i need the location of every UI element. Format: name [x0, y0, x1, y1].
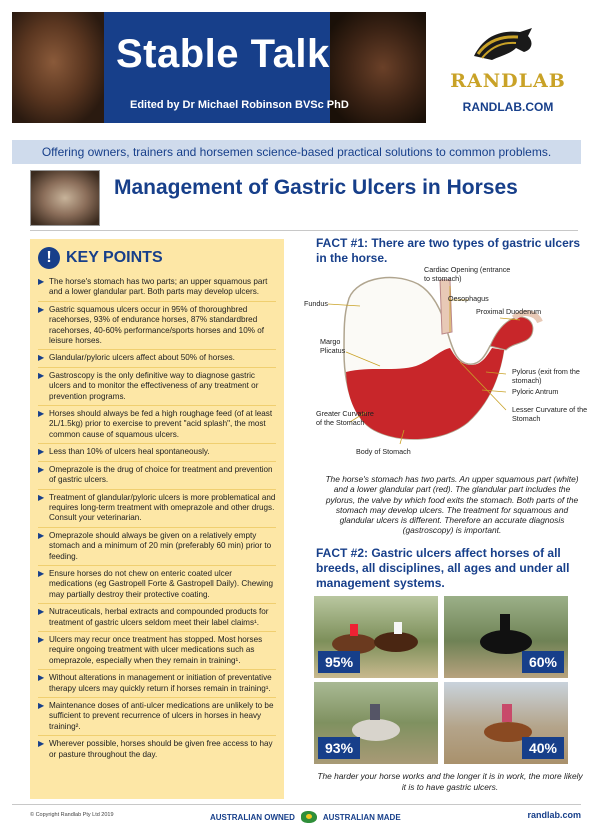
racing-photo: [314, 596, 438, 678]
bullet-arrow-icon: ▶: [38, 464, 45, 474]
key-point-item: [38, 607, 276, 632]
bullet-arrow-icon: ▶: [38, 673, 45, 683]
key-point-text: Gastric squamous ulcers occur in 95% of thoroughbred racehorses, 93% of endurance horses, 87% standardbred racehorses, 40-60% performance/sports horses and 10% of leisure horses.: [49, 304, 264, 346]
australia-map-icon: [301, 811, 317, 823]
label-body-of-stomach: Body of Stomach: [356, 447, 411, 456]
key-point-item: [38, 673, 276, 698]
fact1-heading: FACT #1: There are two types of gastric ulcers in the horse.: [316, 236, 581, 265]
bullet-arrow-icon: ▶: [38, 304, 45, 314]
label-proximal-duodenum: Proximal Duodenum: [476, 307, 542, 316]
label-cardiac-opening: Cardiac Opening (entrance to stomach): [424, 265, 511, 283]
bullet-arrow-icon: ▶: [38, 530, 45, 540]
key-point-item: [38, 447, 276, 461]
key-point-item: [38, 465, 276, 490]
horse-photo-left: [12, 12, 104, 123]
key-points-heading: KEY POINTS: [66, 249, 163, 266]
brand-name: RANDLAB: [450, 70, 566, 92]
bullet-arrow-icon: ▶: [38, 353, 45, 363]
key-point-text: Ensure horses do not chew on enteric coated ulcer medications (eg Gastropell Forte & Gastropell Daily). Chewing may partially destroy their protective coating.: [49, 568, 273, 599]
key-point-item: [38, 635, 276, 670]
dressage-photo: [444, 596, 568, 678]
key-points-list: [38, 277, 276, 763]
barrel-racing-photo: [444, 682, 568, 764]
key-point-text: Ulcers may recur once treatment has stopped. Most horses require ongoing treatment with ulcer medications such as omeprazole, especially when they remain in training¹.: [49, 634, 263, 665]
percent-badge: 60%: [522, 651, 564, 673]
key-point-item: [38, 493, 276, 528]
key-point-item: [38, 305, 276, 351]
label-margo-plicatus: Margo Plicatus: [320, 337, 346, 355]
percent-badge: 95%: [318, 651, 360, 673]
key-point-text: Maintenance doses of anti-ulcer medications are unlikely to be sufficient to prevent recurrence of ulcers in horses in heavy training².: [49, 701, 274, 731]
key-point-text: Horses should always be fed a high roughage feed (of at least 2L/1.5kg) prior to exercise to prevent "acid splash", the most common cause of squamous ulcers.: [49, 409, 273, 439]
bullet-arrow-icon: ▶: [38, 409, 45, 419]
fact2-heading: FACT #2: Gastric ulcers affect horses of all breeds, all disciplines, all ages and under all management systems.: [316, 546, 570, 590]
key-point-text: Without alterations in management or initiation of preventative therapy ulcers may quickly return if horses remain in training¹.: [49, 673, 272, 693]
footer-divider: [12, 804, 581, 805]
exclamation-icon: !: [38, 247, 60, 269]
key-point-text: Gastroscopy is the only definitive way to diagnose gastric ulcers and to monitor the effectiveness of any treatment or prevention programs.: [49, 370, 259, 401]
key-point-text: Treatment of glandular/pyloric ulcers is more problematical and requires long-term treatment with omeprazole and other drugs. Consult your veterinarian.: [49, 492, 276, 523]
masthead-subtitle: Edited by Dr Michael Robinson BVSc PhD: [130, 99, 349, 111]
article-title: Management of Gastric Ulcers in Horses: [114, 176, 518, 199]
bullet-arrow-icon: ▶: [38, 568, 45, 578]
stomach-diagram: [300, 262, 588, 467]
copyright: © Copyright Randlab Pty Ltd 2019: [30, 812, 114, 818]
label-lesser-curvature: Lesser Curvature of the Stomach: [512, 405, 588, 423]
key-point-item: [38, 277, 276, 302]
fact2-caption: The harder your horse works and the longer it is in work, the more likely it is to have gastric ulcers.: [317, 771, 583, 792]
australian-badge: [210, 811, 401, 823]
bullet-arrow-icon: ▶: [38, 607, 45, 617]
bullet-arrow-icon: ▶: [38, 739, 45, 749]
header: [0, 0, 593, 138]
endurance-photo: [314, 682, 438, 764]
key-points-panel: [30, 239, 284, 799]
percent-badge: 93%: [318, 737, 360, 759]
bullet-arrow-icon: ▶: [38, 447, 45, 457]
key-point-text: The horse's stomach has two parts; an upper squamous part and a lower glandular part. Both parts may develop ulcers.: [49, 277, 268, 297]
key-point-item: [38, 409, 276, 444]
key-point-text: Omeprazole should always be given on a relatively empty stomach and a minimum of 20 min (preferably 60 min) prior to feeding.: [49, 530, 272, 561]
key-point-item: [38, 569, 276, 604]
label-oesophagus: Oesophagus: [448, 294, 489, 303]
bullet-arrow-icon: ▶: [38, 701, 45, 710]
divider: [30, 230, 578, 231]
key-point-item: [38, 531, 276, 566]
stomach-illustration: [300, 262, 588, 467]
label-greater-curvature: Greater Curvature of the Stomach: [316, 409, 374, 427]
label-fundus: Fundus: [304, 299, 328, 308]
key-point-item: [38, 739, 276, 763]
key-point-item: [38, 353, 276, 367]
masthead-title: Stable Talk: [116, 32, 330, 76]
key-point-item: [38, 371, 276, 406]
key-point-text: Wherever possible, horses should be given free access to hay or pasture throughout the day.: [49, 739, 273, 759]
australian-owned: AUSTRALIAN OWNED: [210, 812, 295, 822]
key-point-text: Less than 10% of ulcers heal spontaneously.: [49, 447, 210, 457]
gastroscopy-image: [30, 170, 100, 226]
bullet-arrow-icon: ▶: [38, 492, 45, 502]
key-point-text: Glandular/pyloric ulcers affect about 50% of horses.: [49, 353, 235, 363]
masthead-banner: [12, 12, 426, 123]
key-point-item: [38, 701, 276, 736]
australian-made: AUSTRALIAN MADE: [322, 812, 401, 822]
footer-url[interactable]: randlab.com: [527, 810, 581, 820]
bullet-arrow-icon: ▶: [38, 370, 45, 380]
key-point-text: Omeprazole is the drug of choice for treatment and prevention of gastric ulcers.: [49, 464, 273, 485]
bullet-arrow-icon: ▶: [38, 634, 45, 644]
randlab-logo[interactable]: [434, 20, 582, 116]
label-pyloric-antrum: Pyloric Antrum: [512, 387, 559, 396]
bullet-arrow-icon: ▶: [38, 277, 45, 286]
tagline: Offering owners, trainers and horsemen science-based practical solutions to common problems.: [12, 140, 581, 164]
percent-badge: 40%: [522, 737, 564, 759]
key-point-text: Nutraceuticals, herbal extracts and compounded products for treatment of gastric ulcers seldom meet their label claims¹.: [49, 607, 269, 627]
label-pylorus: Pylorus (exit from the stomach): [512, 367, 580, 385]
horse-head-logo-icon: [470, 26, 538, 64]
fact1-caption: The horse's stomach has two parts. An upper squamous part (white) and a lower glandular part (red). The glandular part includes the pylorus, the valve by which food exits the stomach. Both parts of the stomach may develop ulcers. The treatment for squamous and glandular ulcers is different. Therefore an accurate diagnosis (gastroscopy) is important.: [325, 474, 579, 536]
brand-url[interactable]: RANDLAB.COM: [462, 100, 554, 114]
